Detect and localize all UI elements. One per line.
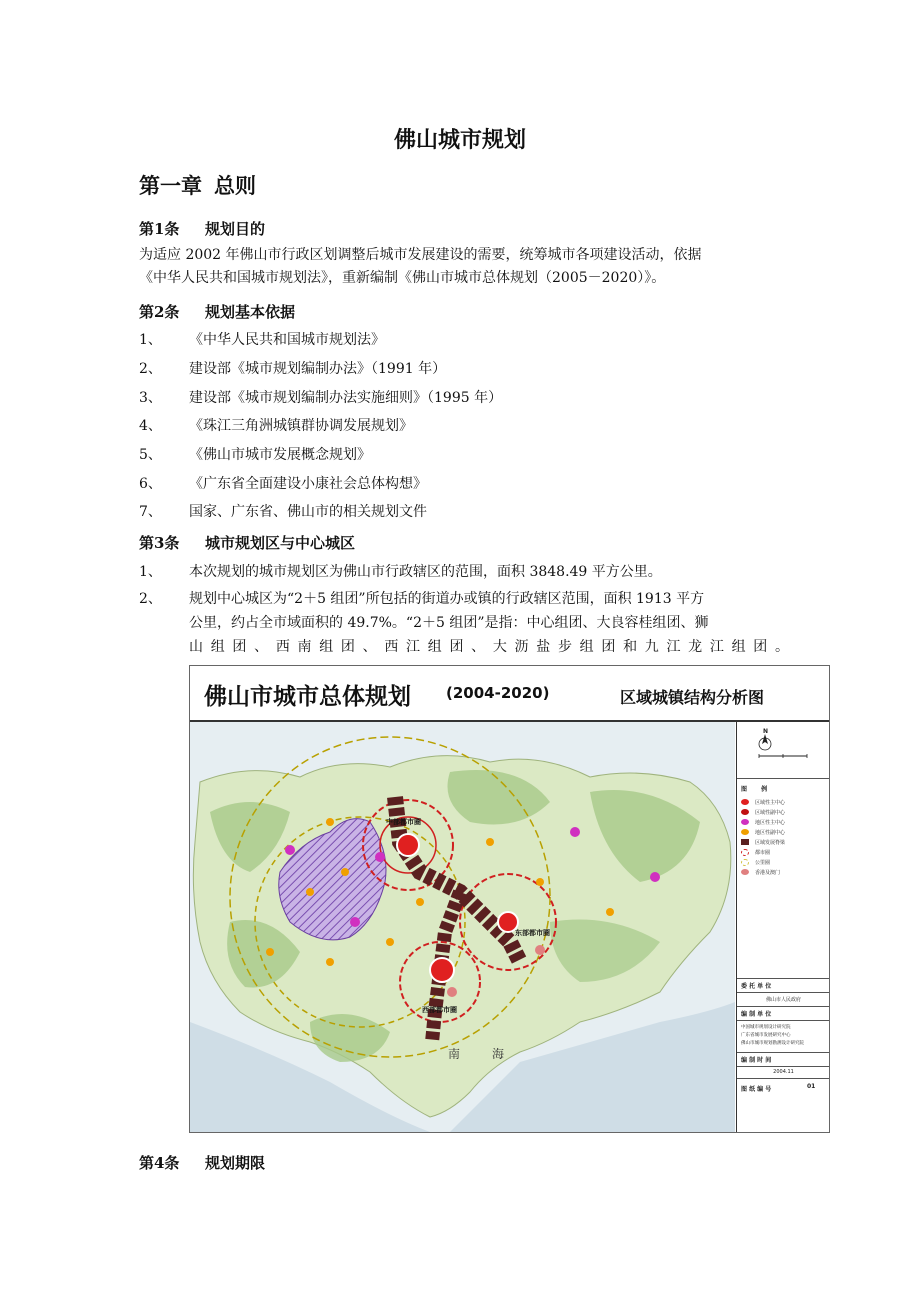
article-3-heading [139,532,355,553]
list-text: 《珠江三角洲城镇群协调发展规划》 [189,418,413,434]
legend-label: 香港及澳门 [755,869,781,876]
divider [737,978,830,979]
legend-swatch [741,799,749,805]
local-sub-center [341,868,349,876]
planning-map-figure [189,665,830,1133]
list-text: 本次规划的城市规划区为佛山市行政辖区的范围，面积 3848.49 平方公里。 [189,564,662,580]
list-text-line: 规划中心城区为“2＋5 组团”所包括的街道办或镇的行政辖区范围，面积 1913 平方 [189,591,705,607]
list-item [139,561,662,581]
east-metro-label: 东部都市圈 [515,929,550,937]
article-name: 规划基本依据 [205,303,296,321]
legend-swatch [741,859,749,866]
local-sub-center [386,938,394,946]
list-text: 建设部《城市规划编制办法》（1991 年） [189,361,447,377]
list-item [139,387,502,407]
list-number: 1、 [139,332,162,348]
map-years: (2004-2020) [446,684,550,702]
list-item [139,415,413,435]
list-item [139,587,791,659]
list-number: 2、 [139,591,162,607]
west-metro-label: 西部都市圈 [422,1006,457,1014]
paragraph-line: 《中华人民共和国城市规划法》，重新编制《佛山市城市总体规划（2005－2020）》。 [139,270,666,286]
article-number: 第1条 [139,220,180,238]
map-legend-panel [736,722,830,1132]
list-item [139,444,371,464]
legend-item [741,808,785,816]
regional-main-center [397,834,419,856]
sea-label-sea: 海 [492,1047,505,1061]
article-number: 第3条 [139,534,180,552]
article-1-heading [139,218,265,239]
regional-main-center [430,958,454,982]
north-label: N [763,728,769,735]
local-sub-center [326,958,334,966]
list-number: 1、 [139,564,162,580]
article-name: 规划期限 [205,1154,266,1172]
list-number: 2、 [139,361,162,377]
central-metro-label: 中部都市圈 [386,818,421,826]
list-item [139,473,427,493]
legend-swatch [741,819,749,825]
map-title: 佛山市城市总体规划 [204,684,411,710]
legend-label: 区域性副中心 [755,809,786,816]
list-text-line: 公里，约占全市域面积的 49.7%。“2＋5 组团”是指：中心组团、大良容桂组团、狮 [189,615,709,631]
list-text-line: 山组团、西南组团、西江组团、大沥盐步组团和九江龙江组团。 [189,639,791,655]
legend-swatch [741,869,749,875]
legend-title: 图 例 [741,786,774,793]
list-text: 《佛山市城市发展概念规划》 [189,447,371,463]
legend-item [741,858,770,866]
list-number: 3、 [139,390,162,406]
chapter-heading [139,170,268,200]
local-sub-center [486,838,494,846]
date-label: 编 制 时 间 [741,1057,772,1064]
article-4-heading [139,1152,265,1173]
divider [737,1066,830,1067]
legend-label: 都市圈 [755,849,771,856]
hong-kong-macau-marker [447,987,457,997]
list-number: 7、 [139,504,162,520]
divider [737,1052,830,1053]
list-text: 《广东省全面建设小康社会总体构想》 [189,476,427,492]
article-number: 第4条 [139,1154,180,1172]
legend-label: 地区性主中心 [755,819,786,826]
legend-item [741,868,780,876]
legend-label: 公里圈 [755,859,771,866]
legend-label: 区域性主中心 [755,799,786,806]
paragraph-line: 为适应 2002 年佛山市行政区划调整后城市发展建设的需要，统筹城市各项建设活动，依据 [139,247,702,263]
list-number: 5、 [139,447,162,463]
north-arrow-icon [757,732,817,766]
map-subtitle: 区域城镇结构分析图 [620,688,765,707]
article-name: 城市规划区与中心城区 [205,534,356,552]
local-main-center [375,852,385,862]
list-text: 建设部《城市规划编制办法实施细则》（1995 年） [189,390,503,406]
divider [737,1006,830,1007]
drawing-no-label: 图 纸 编 号 [741,1086,772,1093]
local-sub-center [536,878,544,886]
legend-item [741,818,785,826]
local-sub-center [606,908,614,916]
article-number: 第2条 [139,303,180,321]
list-text: 《中华人民共和国城市规划法》 [189,332,385,348]
divider [737,778,830,779]
local-main-center [650,872,660,882]
article-1-body [139,244,789,290]
legend-swatch [741,839,749,845]
maker-value: 广东省城市发展研究中心 [741,1033,791,1038]
local-sub-center [416,898,424,906]
divider [737,1078,830,1079]
list-item [139,329,385,349]
map-header [190,666,829,722]
maker-label: 编 制 单 位 [741,1011,772,1018]
date-value: 2004.11 [773,1069,794,1075]
legend-label: 区域发展脊梁 [755,839,786,846]
client-label: 委 托 单 位 [741,983,772,990]
regional-structure-map [190,722,735,1132]
legend-item [741,848,770,856]
document-title: 佛山城市规划 [393,127,526,153]
list-text: 国家、广东省、佛山市的相关规划文件 [189,504,427,520]
client-value: 佛山市人民政府 [765,997,801,1003]
local-main-center [350,917,360,927]
list-number: 4、 [139,418,162,434]
list-item [139,501,427,521]
local-sub-center [266,948,274,956]
maker-value: 中国城市规划设计研究院 [741,1025,791,1030]
divider [737,1020,830,1021]
list-item [139,358,446,378]
legend-label: 地区性副中心 [755,829,786,836]
divider [737,992,830,993]
maker-value: 佛山市城市规划勘测设计研究院 [741,1041,804,1046]
article-2-heading [139,301,295,322]
legend-item [741,838,785,846]
sea-label-south: 南 [448,1047,461,1061]
chapter-name: 总则 [214,173,256,198]
list-number: 6、 [139,476,162,492]
hong-kong-macau-marker [535,945,545,955]
local-sub-center [306,888,314,896]
legend-item [741,798,785,806]
drawing-no-value: 01 [807,1083,816,1090]
article-name: 规划目的 [205,220,266,238]
legend-item [741,828,785,836]
local-sub-center [326,818,334,826]
local-main-center [285,845,295,855]
chapter-number: 第一章 [139,173,202,198]
legend-swatch [741,849,749,856]
legend-swatch [741,809,749,815]
legend-swatch [741,829,749,835]
local-main-center [570,827,580,837]
